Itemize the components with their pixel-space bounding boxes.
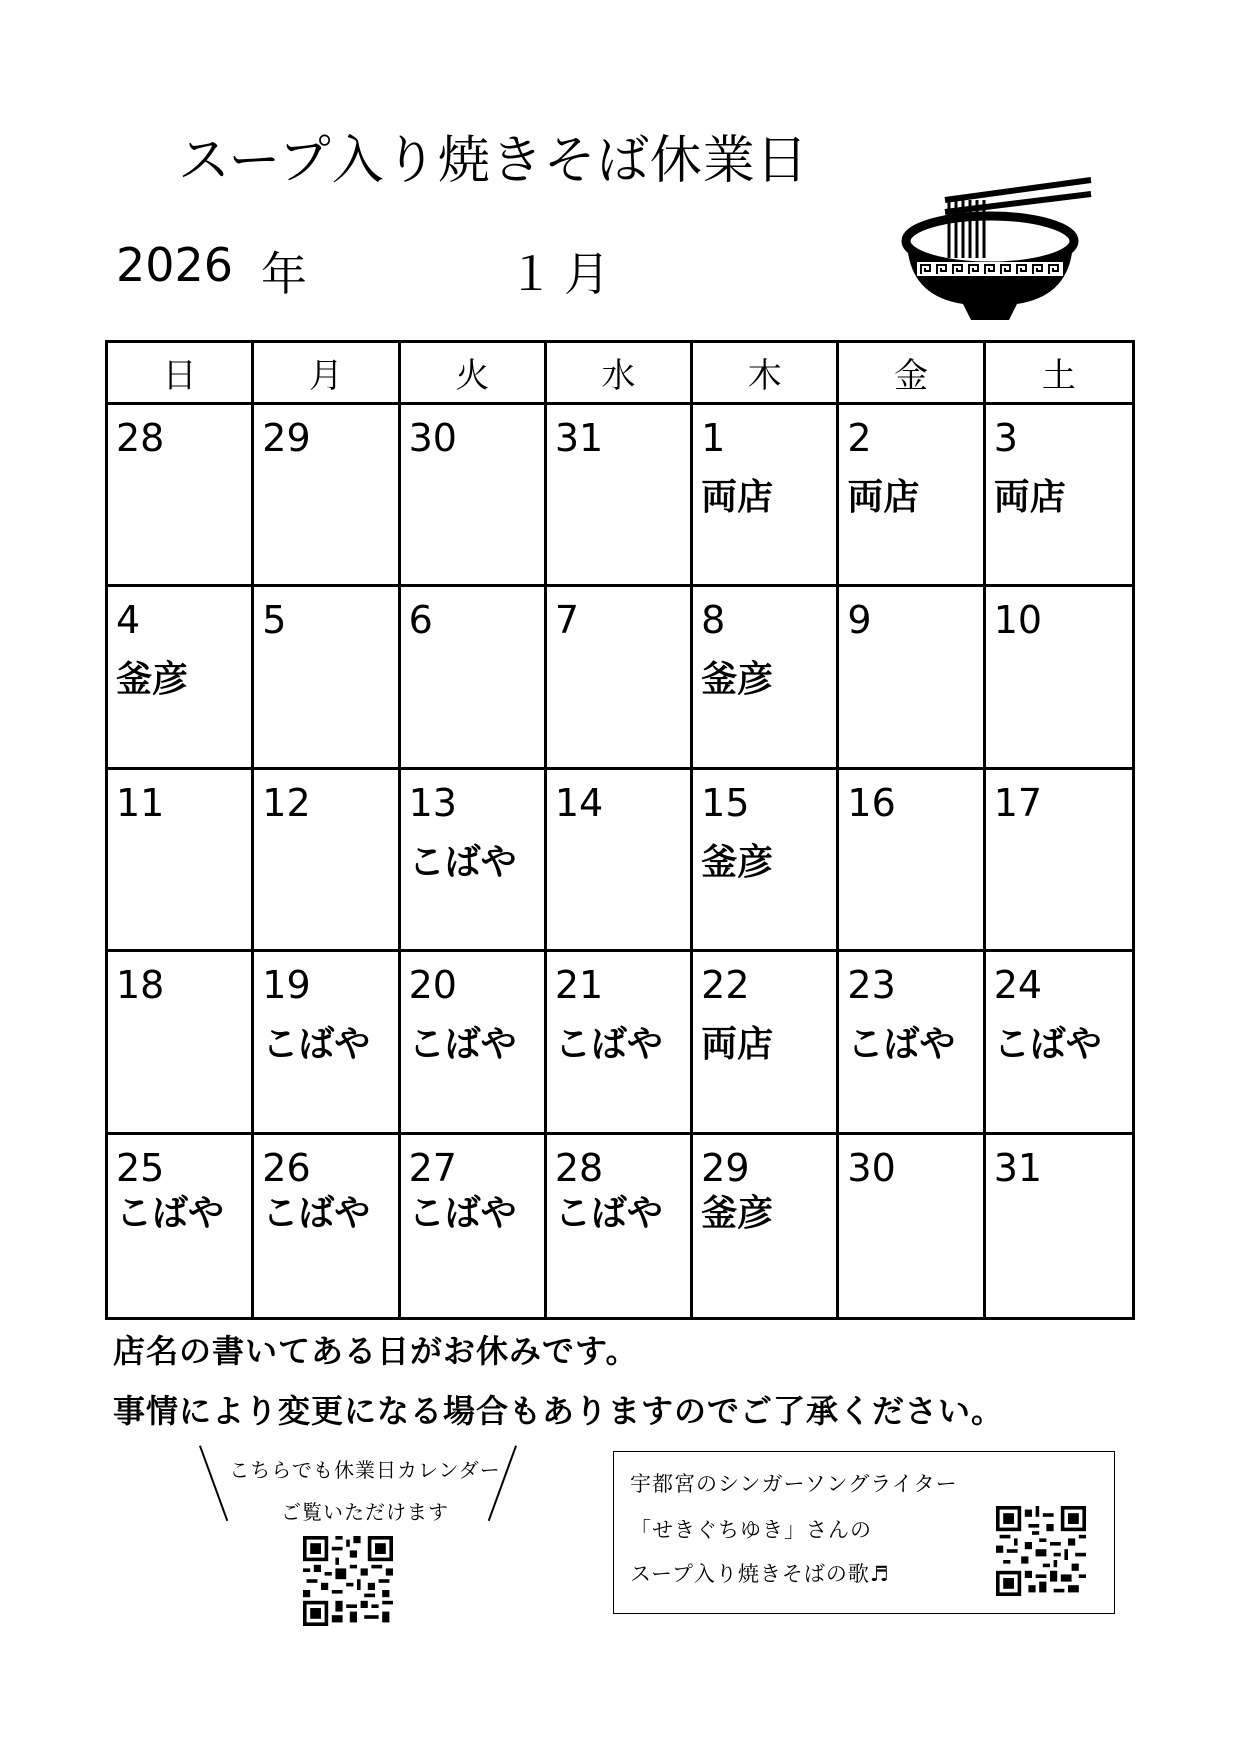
day-cell — [401, 952, 547, 1134]
day-cell — [986, 770, 1132, 952]
day-number: 24 — [993, 963, 1043, 1008]
day-cell — [108, 1135, 254, 1317]
day-cell — [986, 405, 1132, 587]
day-number: 26 — [262, 1145, 311, 1190]
day-number: 15 — [701, 780, 750, 825]
closed-shop: 釜彦 — [701, 841, 774, 883]
day-number: 29 — [262, 416, 311, 460]
day-number: 8 — [701, 598, 726, 643]
noodle-bowl-icon — [893, 158, 1133, 330]
weekday-header-sun: 日 — [108, 343, 254, 405]
month-unit: 月 — [564, 247, 610, 301]
schedule-change-note: 事情により変更になる場合もありますのでご了承ください。 — [113, 1392, 1005, 1430]
day-cell — [401, 405, 547, 587]
year-value: 2026 — [116, 238, 234, 292]
day-number: 14 — [554, 780, 604, 825]
closed-shop: こばや — [554, 1192, 663, 1234]
calendar-grid — [105, 340, 1135, 1320]
day-cell — [839, 1135, 985, 1317]
day-cell — [108, 587, 254, 769]
day-number: 4 — [116, 598, 141, 643]
day-number: 30 — [408, 416, 457, 460]
closed-shop: こばや — [554, 1024, 663, 1066]
day-number: 16 — [847, 780, 896, 825]
weekday-header-sat: 土 — [986, 343, 1132, 405]
day-cell — [401, 587, 547, 769]
day-number: 17 — [993, 780, 1043, 825]
day-number: 31 — [993, 1145, 1043, 1190]
closed-shop: 釜彦 — [701, 659, 774, 701]
song-promo-line-2: 「せきぐちゆき」さんの — [630, 1518, 872, 1542]
closed-shop: 釜彦 — [116, 659, 189, 701]
day-cell — [839, 587, 985, 769]
day-cell — [108, 770, 254, 952]
weekday-header-mon: 月 — [254, 343, 400, 405]
day-number: 3 — [993, 416, 1018, 460]
qr-code-icon[interactable] — [996, 1506, 1086, 1596]
day-cell — [547, 952, 693, 1134]
closed-shop: 両店 — [701, 477, 774, 518]
day-number: 31 — [554, 416, 604, 460]
day-number: 10 — [993, 598, 1043, 643]
day-cell — [839, 952, 985, 1134]
closed-shop: 釜彦 — [701, 1192, 774, 1234]
day-number: 5 — [262, 598, 287, 643]
day-cell — [693, 405, 839, 587]
day-cell — [693, 952, 839, 1134]
day-cell — [254, 587, 400, 769]
day-number: 22 — [701, 963, 750, 1008]
closed-shop: 両店 — [701, 1024, 774, 1066]
day-cell — [254, 952, 400, 1134]
day-cell — [986, 952, 1132, 1134]
month-value: １ — [508, 247, 554, 301]
closed-days-note: 店名の書いてある日がお休みです。 — [113, 1332, 639, 1370]
day-number: 7 — [554, 598, 580, 643]
closed-shop: こばや — [262, 1192, 371, 1234]
day-number: 6 — [408, 598, 433, 643]
day-number: 25 — [116, 1145, 165, 1190]
day-cell — [108, 952, 254, 1134]
day-cell — [547, 587, 693, 769]
day-number: 9 — [847, 598, 872, 643]
day-cell — [986, 587, 1132, 769]
closed-shop: こばや — [408, 1192, 517, 1234]
closed-shop: こばや — [847, 1024, 956, 1066]
closed-shop: こばや — [116, 1192, 225, 1234]
day-number: 23 — [847, 963, 896, 1008]
day-cell — [254, 1135, 400, 1317]
song-promo-line-1: 宇都宮のシンガーソングライター — [630, 1472, 958, 1496]
day-number: 28 — [116, 416, 165, 460]
qr-code-icon[interactable] — [303, 1536, 393, 1626]
day-cell — [547, 405, 693, 587]
day-number: 19 — [262, 963, 311, 1008]
day-cell — [693, 1135, 839, 1317]
day-number: 28 — [554, 1145, 604, 1190]
day-cell — [401, 770, 547, 952]
day-cell — [547, 1135, 693, 1317]
weekday-header-fri: 金 — [839, 343, 985, 405]
weekday-header-tue: 火 — [401, 343, 547, 405]
day-cell — [693, 587, 839, 769]
day-cell — [986, 1135, 1132, 1317]
day-cell — [693, 770, 839, 952]
promo-line-2: ご覧いただけます — [281, 1500, 449, 1524]
day-number: 27 — [408, 1145, 457, 1190]
day-number: 18 — [116, 963, 165, 1008]
day-number: 13 — [408, 780, 457, 825]
day-cell — [254, 405, 400, 587]
closed-shop: 両店 — [993, 477, 1066, 518]
closed-shop: 両店 — [847, 477, 920, 518]
day-number: 30 — [847, 1145, 896, 1190]
day-number: 21 — [554, 963, 604, 1008]
closed-shop: こばや — [262, 1024, 371, 1066]
day-cell — [254, 770, 400, 952]
day-number: 11 — [116, 780, 165, 825]
calendar-promo — [195, 1446, 535, 1616]
day-number: 29 — [701, 1145, 750, 1190]
day-cell — [108, 405, 254, 587]
day-number: 20 — [408, 963, 457, 1008]
day-number: 1 — [701, 416, 726, 460]
day-cell — [547, 770, 693, 952]
song-promo-box — [613, 1451, 1115, 1614]
year-unit: 年 — [261, 247, 307, 301]
day-number: 2 — [847, 416, 872, 460]
weekday-header-thu: 木 — [693, 343, 839, 405]
day-cell — [839, 770, 985, 952]
page-title: スープ入り焼きそば休業日 — [178, 131, 809, 191]
day-cell — [839, 405, 985, 587]
day-cell — [401, 1135, 547, 1317]
day-number: 12 — [262, 780, 311, 825]
weekday-header-wed: 水 — [547, 343, 693, 405]
closed-shop: こばや — [408, 841, 517, 883]
song-promo-line-3: スープ入り焼きそばの歌♬ — [630, 1562, 890, 1586]
closed-shop: こばや — [993, 1024, 1102, 1066]
closed-shop: こばや — [408, 1024, 517, 1066]
promo-line-1: こちらでも休業日カレンダー — [229, 1458, 501, 1482]
